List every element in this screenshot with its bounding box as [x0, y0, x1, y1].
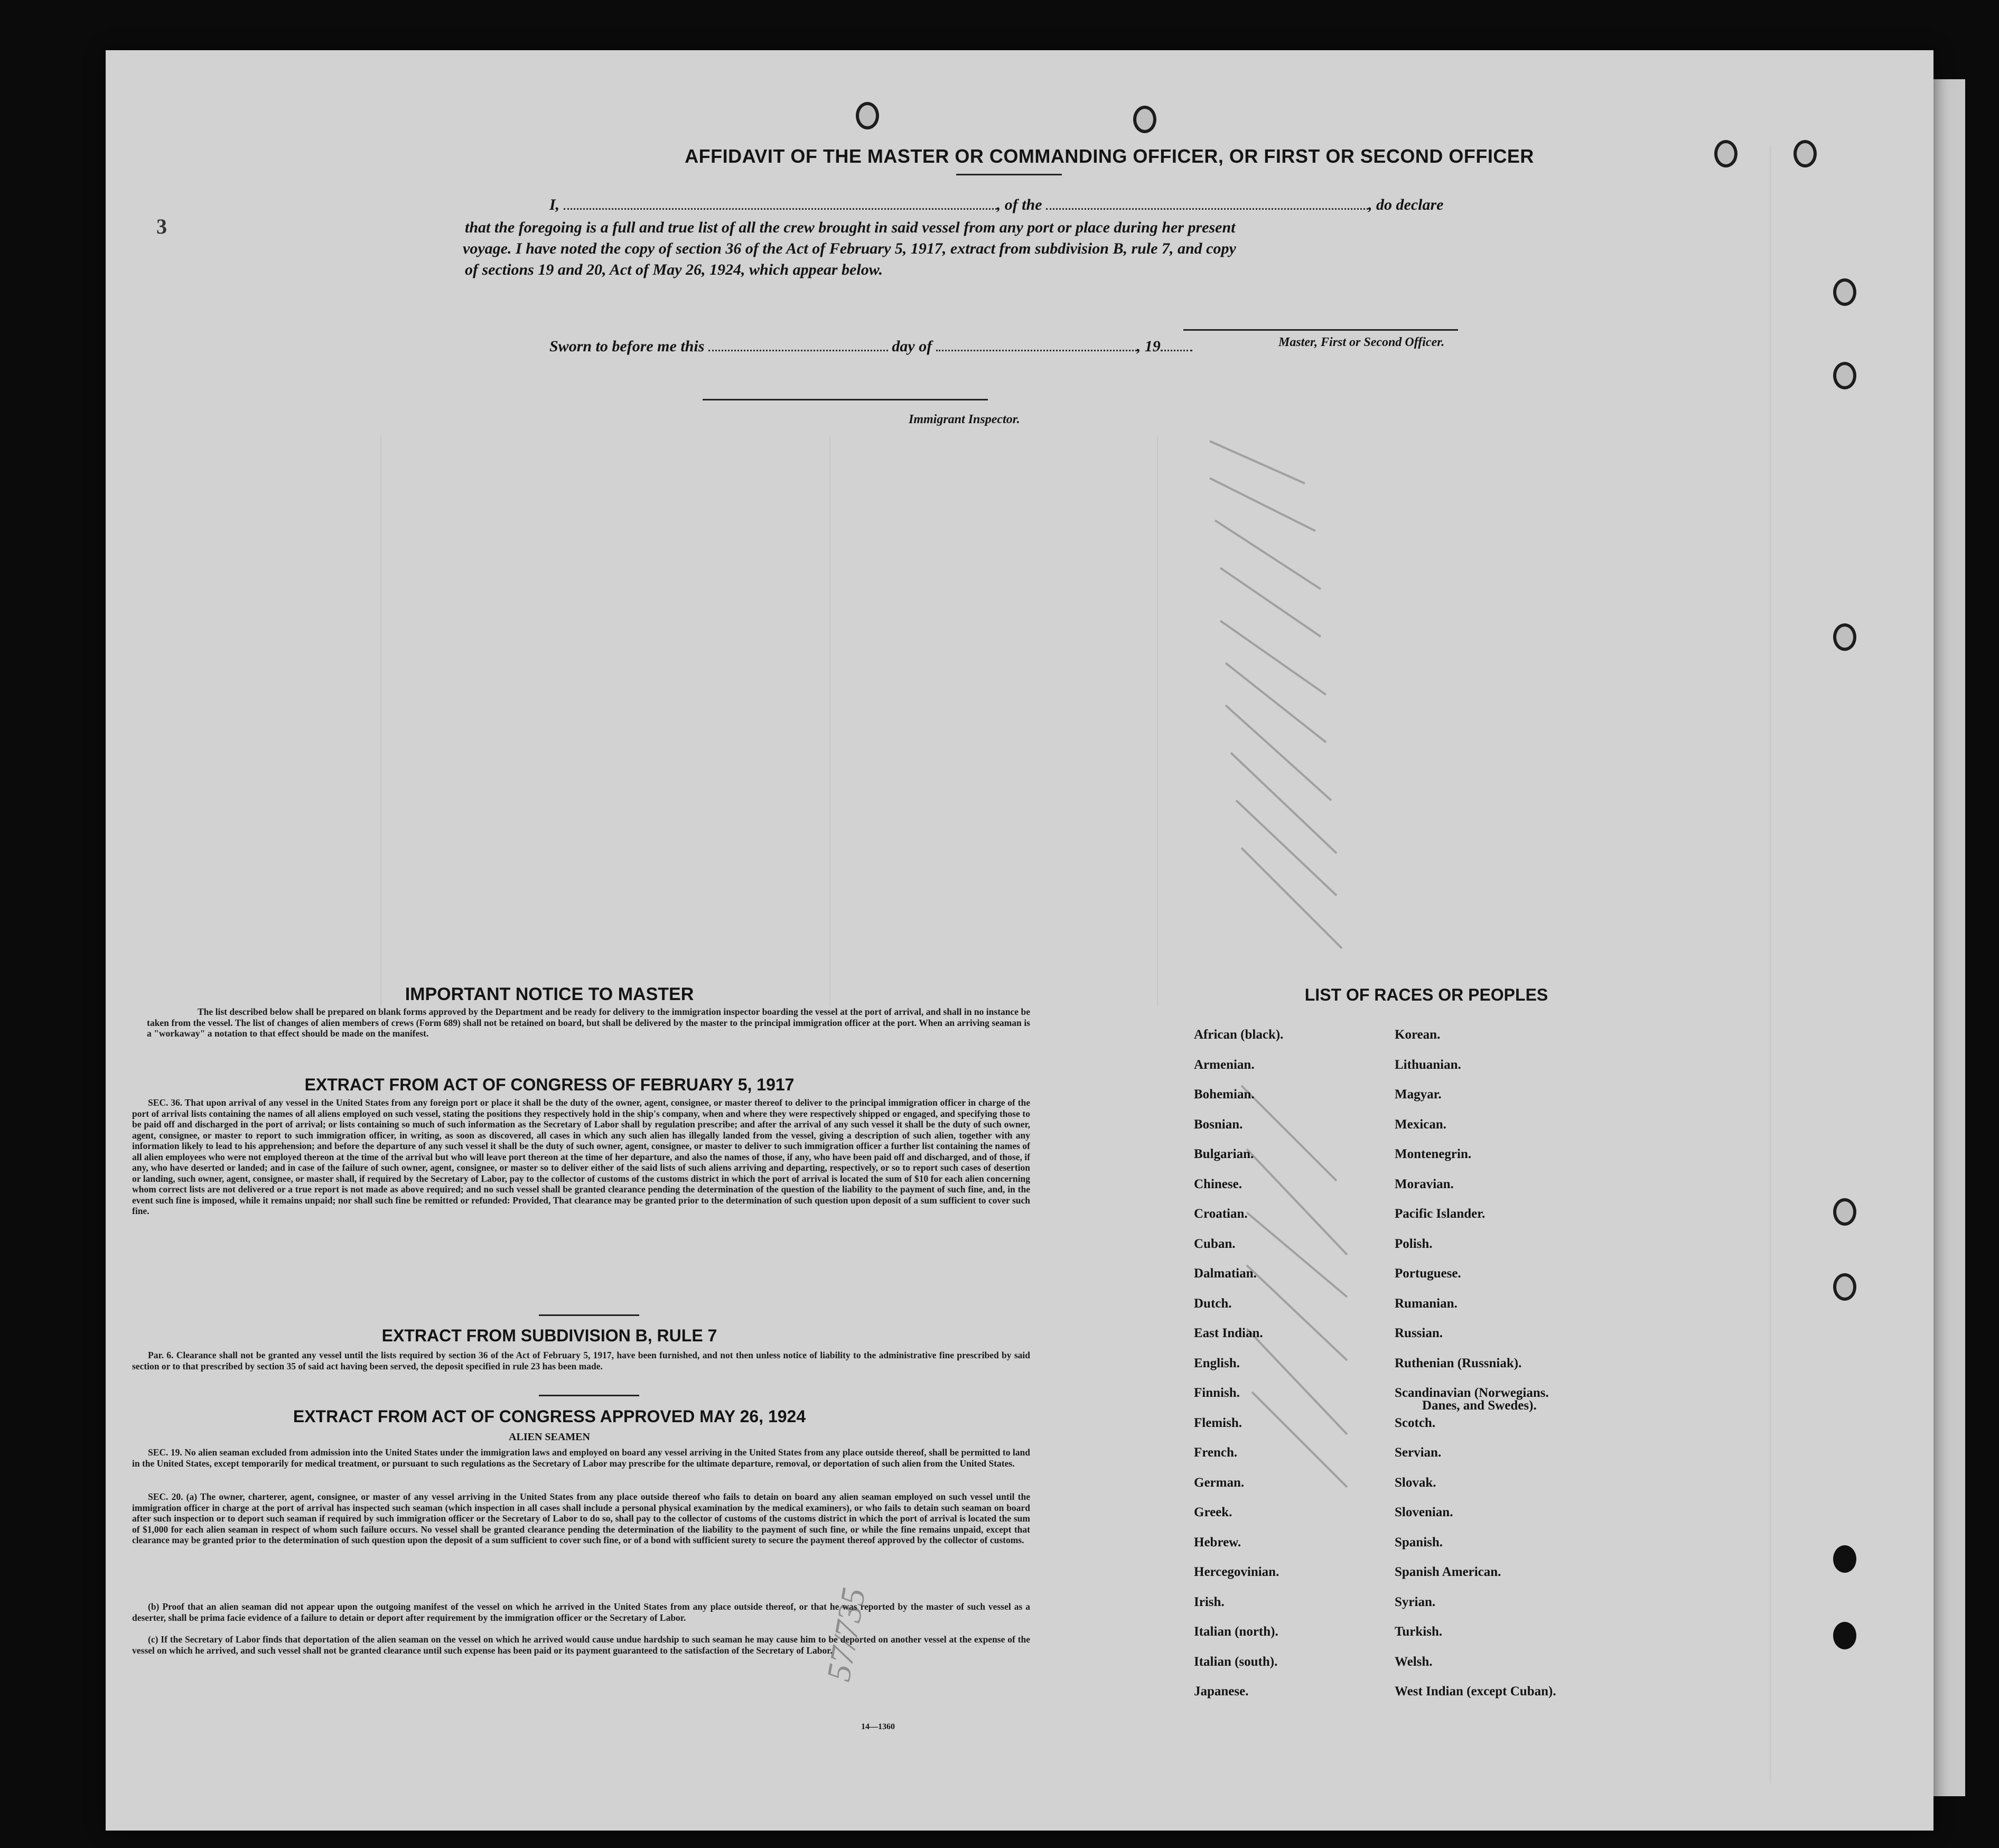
sworn-year-field[interactable]	[1161, 350, 1192, 351]
binder-hole	[1133, 106, 1156, 133]
races-title: LIST OF RACES OR PEOPLES	[1304, 985, 1548, 1004]
notice-text: The list described below shall be prepared on blank forms approved by the Department and be ready for delivery to the immigration inspector boarding the vessel at the port of arrival, and shall in no instance be taken from the vessel. The list of changes of alien members of crews (Form 689) shall not be retained on board, but shall be delivered by the master to the principal immigration officer at the port. When an arriving seaman is a "workaway" a notation to that effect should be made on the manifest.	[147, 1006, 1030, 1039]
sworn-line	[549, 338, 1192, 356]
inspector-caption: Immigrant Inspector.	[909, 413, 1020, 426]
race-item: Welsh.	[1395, 1654, 1433, 1669]
race-item: Irish.	[1194, 1594, 1225, 1609]
vessel-field[interactable]	[1046, 208, 1368, 210]
race-item: Mexican.	[1395, 1117, 1446, 1132]
bleed-through-rule	[829, 436, 830, 1006]
label-i: I,	[549, 196, 560, 213]
races-right-column	[1395, 1028, 1556, 1714]
race-item: Greek.	[1194, 1505, 1232, 1519]
race-item-multiline	[1395, 1386, 1556, 1416]
day-of-label: day of	[892, 338, 932, 355]
stamp-mark: 3	[156, 214, 167, 238]
race-item: Bohemian.	[1194, 1087, 1255, 1102]
sworn-label: Sworn to before me this	[549, 338, 705, 355]
race-item-continuation: Danes, and Swedes).	[1422, 1398, 1537, 1413]
race-item: Italian (south).	[1194, 1654, 1278, 1669]
race-item: Ruthenian (Russniak).	[1395, 1356, 1522, 1370]
race-item: Armenian.	[1194, 1057, 1255, 1072]
handwritten-note: 57/735	[819, 1585, 873, 1684]
affidavit-text-1: that the foregoing is a full and true list of all the crew brought in said vessel from any port or place during her present	[465, 219, 1236, 236]
race-item: Dalmatian.	[1194, 1266, 1257, 1281]
race-item: Hebrew.	[1194, 1535, 1241, 1550]
race-item: Servian.	[1395, 1445, 1442, 1460]
race-item: Russian.	[1395, 1326, 1443, 1340]
binder-hole	[1833, 1273, 1856, 1301]
race-item: Moravian.	[1395, 1177, 1454, 1191]
race-item: Magyar.	[1395, 1087, 1442, 1102]
race-item: French.	[1194, 1445, 1238, 1460]
label-of-the: , of the	[996, 196, 1042, 213]
section-divider	[539, 1314, 639, 1316]
race-item: Finnish.	[1194, 1386, 1240, 1400]
race-item: Syrian.	[1395, 1594, 1436, 1609]
race-item: Polish.	[1395, 1236, 1433, 1251]
sec19-text: SEC. 19. No alien seaman excluded from admission into the United States under the immigration laws and employed on board any vessel arriving in the United States from any place outside thereof, shall be permitted to land in the United States, except temporarily for medical treatment, or pursuant to such regulations as the Secretary of Labor may prescribe for the ultimate departure, removal, or deportation of such alien from the United States.	[132, 1447, 1030, 1469]
affidavit-line-1	[549, 196, 1443, 214]
race-item: Italian (north).	[1194, 1625, 1278, 1639]
label-do-declare: , do declare	[1368, 196, 1444, 213]
binder-hole	[1833, 1198, 1856, 1226]
race-item: Spanish American.	[1395, 1565, 1501, 1579]
race-item: Japanese.	[1194, 1684, 1249, 1698]
binder-hole	[1833, 1545, 1856, 1573]
race-item: Flemish.	[1194, 1415, 1242, 1430]
affidavit-title: AFFIDAVIT OF THE MASTER OR COMMANDING OFFICER, OR FIRST OR SECOND OFFICER	[685, 145, 1534, 167]
race-item: Bulgarian.	[1194, 1147, 1254, 1161]
race-item: Rumanian.	[1395, 1296, 1458, 1311]
binder-hole	[856, 102, 879, 129]
affidavit-text	[465, 217, 1236, 281]
race-item: Scotch.	[1395, 1415, 1436, 1430]
year-prefix-label: , 19	[1136, 338, 1161, 355]
sworn-month-field[interactable]	[936, 350, 1137, 351]
title-underline	[956, 174, 1062, 175]
section-divider	[539, 1395, 639, 1396]
sec20a-text: SEC. 20. (a) The owner, charterer, agent, consignee, or master of any vessel arriving in the United States from any place outside thereof who fails to detain on board any alien seaman employed on such vessel until the immigration officer in charge at the port of arrival has inspected such seaman (which inspection in all cases shall include a personal physical examination by the medical examiners), or who fails to detain such seaman on board after such inspection or to deport such seaman if required by such immigration officer or the Secretary of Labor to do so, shall pay to the collector of customs of the customs district in which the port of arrival is located the sum of $1,000 for each alien seaman in respect of whom such failure occurs. No vessel shall be granted clearance pending the determination of the liability to the payment of such fine, or while the fine remains unpaid, except that clearance may be granted prior to the determination of such question upon the deposit of a sum sufficient to cover such fine, or of a bond with sufficient surety to secure the payment thereof approved by the collector of customs.	[132, 1491, 1030, 1545]
race-item: Spanish.	[1395, 1535, 1443, 1550]
race-item: Lithuanian.	[1395, 1057, 1461, 1072]
race-item: Slovenian.	[1395, 1505, 1453, 1519]
race-item: Hercegovinian.	[1194, 1565, 1279, 1579]
race-item: East Indian.	[1194, 1326, 1263, 1340]
inspector-signature-line[interactable]	[703, 399, 988, 400]
race-item: Montenegrin.	[1395, 1147, 1472, 1161]
race-item: German.	[1194, 1475, 1245, 1490]
races-left-column	[1194, 1028, 1283, 1714]
race-item: Chinese.	[1194, 1177, 1242, 1191]
affidavit-text-3: of sections 19 and 20, Act of May 26, 1924, which appear below.	[465, 261, 883, 278]
alien-seamen-subtitle: ALIEN SEAMEN	[509, 1431, 590, 1443]
extract-1917-text: SEC. 36. That upon arrival of any vessel in the United States from any foreign port or place it shall be the duty of the owner, agent, consignee, or master thereof to deliver to the principal immigration officer in charge of the port of arrival lists containing the names of all aliens employed on such vessel, stating the positions they respectively hold in the ship's company, when and where they were respectively shipped or engaged, and specifying those to be paid off and discharged in the port of arrival; or lists containing so much of such information as the Secretary of Labor shall by regulation prescribe; and after the arrival of any such vessel it shall be the duty of such owner, agent, consignee, or master to report to such immigration officer, in writing, as soon as discovered, all cases in which any such alien has illegally landed from the vessel, giving a description of such alien, together with any information likely to lead to his apprehension; and before the departure of any such vessel it shall be the duty of such owner, agent, consignee, or master to deliver to such immigration officer a further list containing the names of all alien employees who were not employed thereon at the time of the arrival but who will leave port thereon at the time of her departure, and also the names of those, if any, who have been paid off and discharged, and of those, if any, who have deserted or landed; and in case of the failure of such owner, agent, consignee, or master so to deliver either of the said lists of such aliens arriving and departing, respectively, or so to report such cases of desertion or landing, such owner, agent, consignee, or master shall, if required by the Secretary of Labor, pay to the collector of customs of the customs district in which the port of arrival is located the sum of $10 for each alien concerning whom correct lists are not delivered or a true report is not made as above required; and no such vessel shall be granted clearance pending the determination of the question of the liability to the payment of such fine, and, in the event such fine is imposed, while it remains unpaid; nor shall such fine be remitted or refunded: Provided, That clearance may be granted prior to the determination of such question upon deposit of a sum sufficient to cover such fine.	[132, 1097, 1030, 1216]
race-item: West Indian (except Cuban).	[1395, 1684, 1556, 1698]
sec20c-text: (c) If the Secretary of Labor finds that deportation of the alien seaman on the vessel on which he arrived would cause undue hardship to such seaman he may cause him to be deported on another vessel at the expense of the vessel on which he arrived, and such vessel shall not be granted clearance until such expense has been paid or its payment guaranteed to the satisfaction of the Secretary of Labor.	[132, 1634, 1030, 1656]
extract-rule7-title: EXTRACT FROM SUBDIVISION B, RULE 7	[381, 1326, 717, 1345]
name-field[interactable]	[564, 208, 997, 210]
race-item: Slovak.	[1395, 1475, 1436, 1490]
bleed-through-rule	[1157, 436, 1158, 1006]
binder-hole	[1714, 140, 1738, 167]
extract-rule7-text: Par. 6. Clearance shall not be granted any vessel until the lists required by section 36 of the Act of February 5, 1917, have been furnished, and not then unless notice of liability to the administrative fine prescribed by said section or to that prescribed by section 35 of said act having been served, the deposit specified in rule 23 has been made.	[132, 1350, 1030, 1371]
manifest-page	[106, 50, 1933, 1831]
race-item: Bosnian.	[1194, 1117, 1243, 1132]
sec20b-text: (b) Proof that an alien seaman did not appear upon the outgoing manifest of the vessel on which he arrived in the United States from any place outside thereof, or that he was reported by the master of such vessel as a deserter, shall be prima facie evidence of a failure to detain or deport after requirement by the immigration officer or the Secretary of Labor.	[132, 1601, 1030, 1623]
race-item: African (black).	[1194, 1028, 1284, 1042]
race-item: Scandinavian (Norwegians.	[1395, 1386, 1549, 1400]
form-number: 14—1360	[861, 1722, 895, 1731]
sworn-day-field[interactable]	[708, 350, 888, 351]
notice-title: IMPORTANT NOTICE TO MASTER	[405, 984, 694, 1004]
master-caption: Master, First or Second Officer.	[1278, 335, 1445, 349]
binder-hole	[1833, 278, 1856, 306]
extract-1924-title: EXTRACT FROM ACT OF CONGRESS APPROVED MAY 26, 1924	[293, 1407, 806, 1426]
race-item: Korean.	[1395, 1028, 1441, 1042]
master-signature-line[interactable]	[1183, 329, 1458, 331]
race-item: English.	[1194, 1356, 1240, 1370]
affidavit-text-2: voyage. I have noted the copy of section 36 of the Act of February 5, 1917, extract from subdivision B, rule 7, and copy	[463, 240, 1236, 257]
race-item: Turkish.	[1395, 1625, 1443, 1639]
race-item: Portuguese.	[1395, 1266, 1461, 1281]
bleed-through-grid	[380, 436, 1174, 1006]
race-item: Croatian.	[1194, 1207, 1248, 1221]
race-item: Pacific Islander.	[1395, 1207, 1486, 1221]
binder-hole	[1833, 362, 1856, 389]
binder-hole	[1794, 140, 1817, 167]
binder-hole	[1833, 623, 1856, 651]
binder-hole	[1833, 1622, 1856, 1649]
race-item: Dutch.	[1194, 1296, 1232, 1311]
race-item: Cuban.	[1194, 1236, 1236, 1251]
bleed-through-rule	[1770, 145, 1771, 1783]
extract-1917-title: EXTRACT FROM ACT OF CONGRESS OF FEBRUARY 5, 1917	[304, 1075, 795, 1094]
